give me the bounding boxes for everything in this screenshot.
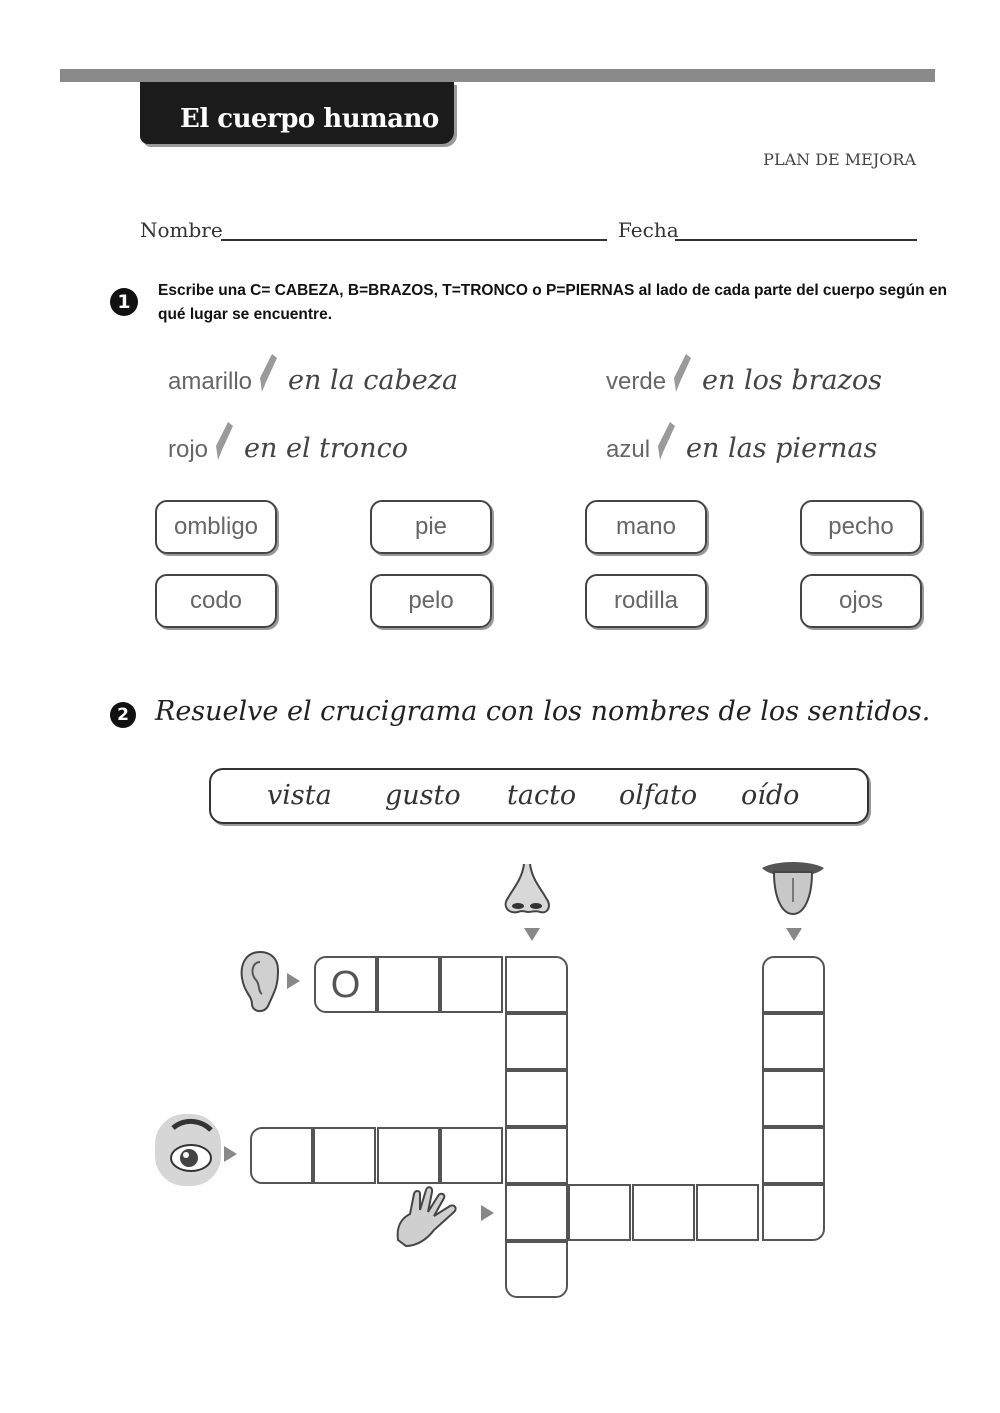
pencil-icon: [258, 352, 278, 396]
name-label: Nombre: [140, 218, 223, 242]
name-field[interactable]: [221, 239, 607, 241]
crossword-cell[interactable]: [762, 1184, 825, 1241]
legend-color: verde: [606, 368, 667, 395]
word-box-rodilla[interactable]: rodilla: [585, 574, 707, 628]
crossword-cell[interactable]: [505, 1241, 568, 1298]
arrow-right-icon: [224, 1146, 237, 1162]
word-box-ombligo[interactable]: ombligo: [155, 500, 277, 554]
word-bank-item: olfato: [619, 780, 698, 811]
legend-text: en la cabeza: [288, 365, 459, 396]
crossword-cell[interactable]: [632, 1184, 695, 1241]
tongue-icon: [758, 858, 828, 918]
given-letter: O: [330, 964, 361, 1006]
legend-color: rojo: [168, 436, 209, 463]
exercise-2-instruction: Resuelve el crucigrama con los nombres de los sentidos.: [155, 696, 931, 727]
page-title: El cuerpo humano: [180, 104, 439, 134]
crossword-cell[interactable]: [314, 956, 377, 1013]
date-label: Fecha: [618, 218, 679, 242]
word-bank: [209, 768, 869, 824]
crossword-cell[interactable]: [505, 1013, 568, 1070]
crossword-cell[interactable]: [440, 956, 503, 1013]
crossword-cell[interactable]: [762, 1127, 825, 1184]
crossword-cell[interactable]: [762, 1013, 825, 1070]
arrow-down-icon: [786, 928, 802, 941]
legend-yellow: [168, 352, 458, 396]
word-box-mano[interactable]: mano: [585, 500, 707, 554]
arrow-down-icon: [524, 928, 540, 941]
legend-color: azul: [606, 436, 651, 463]
legend-text: en el tronco: [244, 433, 408, 464]
word-box-ojos[interactable]: ojos: [800, 574, 922, 628]
legend-text: en las piernas: [686, 433, 878, 464]
crossword-cell[interactable]: [377, 956, 440, 1013]
nose-icon: [498, 862, 556, 916]
word-bank-item: vista: [267, 780, 332, 811]
hand-icon: [392, 1186, 466, 1250]
pencil-icon: [656, 420, 676, 464]
word-box-codo[interactable]: codo: [155, 574, 277, 628]
plan-label: PLAN DE MEJORA: [763, 150, 916, 169]
pencil-icon: [672, 352, 692, 396]
exercise-1-instruction: Escribe una C= CABEZA, B=BRAZOS, T=TRONCO o P=PIERNAS al lado de cada parte del cuerpo según en qué lugar se encuentre.: [158, 282, 947, 323]
crossword-cell[interactable]: [440, 1127, 503, 1184]
crossword-cell[interactable]: [696, 1184, 759, 1241]
exercise-1-number: 1: [110, 288, 138, 316]
crossword-cell[interactable]: [505, 1127, 568, 1184]
crossword-cell[interactable]: [762, 1070, 825, 1127]
word-box-pelo[interactable]: pelo: [370, 574, 492, 628]
ear-icon: [238, 948, 280, 1014]
crossword-cell[interactable]: [568, 1184, 631, 1241]
pencil-icon: [214, 420, 234, 464]
word-bank-item: tacto: [507, 780, 577, 811]
crossword-cell[interactable]: [505, 1184, 568, 1241]
word-bank-item: gusto: [385, 780, 461, 811]
word-bank-item: oído: [741, 780, 800, 811]
top-rule: [60, 69, 935, 82]
legend-green: [606, 352, 882, 396]
legend-color: amarillo: [168, 368, 253, 395]
legend-text: en los brazos: [702, 365, 882, 396]
crossword-cell[interactable]: [505, 956, 568, 1013]
crossword-cell[interactable]: [505, 1070, 568, 1127]
crossword-cell[interactable]: [250, 1127, 313, 1184]
legend-blue: [606, 420, 877, 464]
crossword-cell[interactable]: [313, 1127, 376, 1184]
word-box-pecho[interactable]: pecho: [800, 500, 922, 554]
arrow-right-icon: [481, 1205, 494, 1221]
title-tab: [140, 82, 454, 144]
legend-red: [168, 420, 408, 464]
eye-icon: [155, 1114, 221, 1186]
exercise-2-number: 2: [110, 702, 136, 728]
crossword-cell[interactable]: [377, 1127, 440, 1184]
date-field[interactable]: [675, 239, 917, 241]
word-box-pie[interactable]: pie: [370, 500, 492, 554]
crossword-cell[interactable]: [762, 956, 825, 1013]
arrow-right-icon: [287, 973, 300, 989]
